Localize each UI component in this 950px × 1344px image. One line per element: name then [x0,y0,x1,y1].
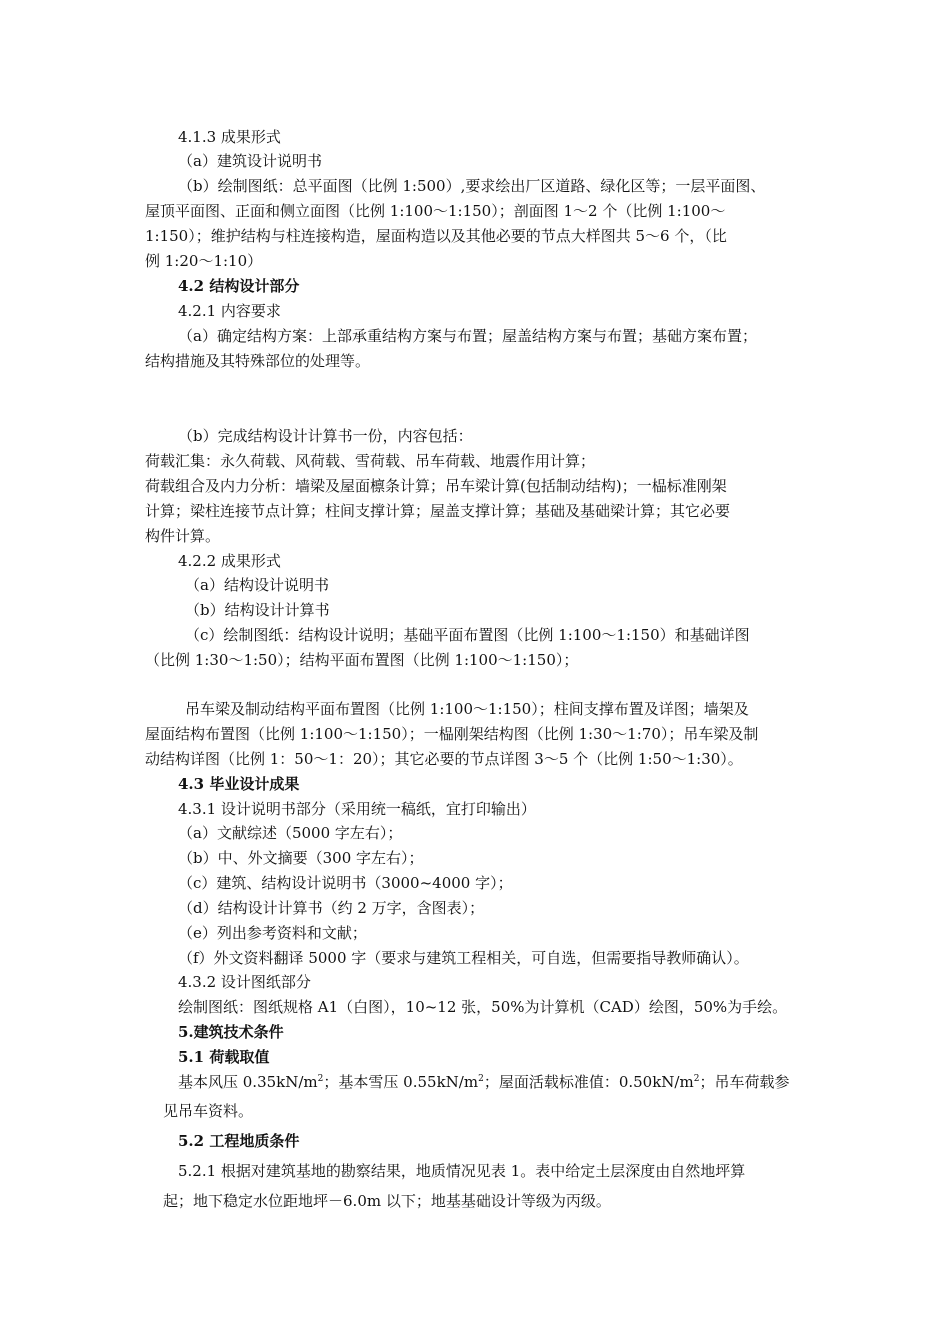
heading-4-3: 4.3 毕业设计成果 [178,775,300,793]
drawing-spec-text: 绘制图纸：图纸规格 A1（白图），10~12 张，50%为计算机（CAD）绘图，50%为手绘。 [178,998,788,1016]
heading-5-1: 5.1 荷载取值 [178,1048,270,1066]
calc-item-line-1: 荷载汇集：永久荷载、风荷载、雪荷载、吊车荷载、地震作用计算； [145,452,596,470]
deliverable-item: （a）文献综述（5000 字左右）； [178,824,403,842]
heading-4-3-1: 4.3.1 设计说明书部分（采用统一稿纸，宜打印输出） [178,800,536,818]
item-b-line-3: 1:150）；维护结构与柱连接构造，屋面构造以及其他必要的节点大样图共 5～6 个，（比 [145,227,727,245]
calc-item-line-2: 荷载组合及内力分析：墙梁及屋面檩条计算；吊车梁计算(包括制动结构)；一榀标准刚架 [145,477,727,495]
heading-5: 5.建筑技术条件 [178,1023,284,1041]
heading-4-2: 4.2 结构设计部分 [178,277,300,295]
load-values-line-2: 见吊车资料。 [163,1102,254,1120]
heading-4-2-1: 4.2.1 内容要求 [178,302,281,320]
deliverable-item: （e）列出参考资料和文献； [178,924,367,942]
item-b-line-2: 屋顶平面图、正面和侧立面图（比例 1:100～1:150）；剖面图 1～2 个（比例 1:100～ [145,202,726,220]
heading-5-2: 5.2 工程地质条件 [178,1132,300,1150]
deliverable-item: （d）结构设计计算书（约 2 万字，含图表）； [178,899,485,917]
drawings-cont-line-3: 动结构详图（比例 1：50～1：20）；其它必要的节点详图 3～5 个（比例 1:50～1:30）。 [145,750,743,768]
geology-line-2: 起；地下稳定水位距地坪－6.0m 以下；地基基础设计等级为丙级。 [163,1192,611,1210]
item-a-line-2: 结构措施及其特殊部位的处理等。 [145,352,371,370]
geology-line-1: 5.2.1 根据对建筑基地的勘察结果，地质情况见表 1。表中给定土层深度由自然地坪算 [178,1162,746,1180]
load-values-line-1: 基本风压 $0.35kN/m^2$；基本雪压 $0.55kN/m^2$；屋面活载标准值：$0.50kN/m^2$；吊车荷载参 [178,1073,790,1091]
item-a-line-1: （a）确定结构方案：上部承重结构方案与布置；屋盖结构方案与布置；基础方案布置； [178,327,757,345]
deliverable-item: （c）建筑、结构设计说明书（3000~4000 字）； [178,874,513,892]
item-b-line-1: （b）绘制图纸：总平面图（比例 1:500）,要求绘出厂区道路、绿化区等；一层平面图、 [178,177,766,195]
deliverable-item: （b）中、外文摘要（300 字左右）； [178,849,424,867]
item-a-structural-spec: （a）结构设计说明书 [185,576,329,594]
calc-item-line-4: 构件计算。 [145,527,221,545]
heading-4-3-2: 4.3.2 设计图纸部分 [178,973,311,991]
deliverable-item: （f）外文资料翻译 5000 字（要求与建筑工程相关，可自选，但需要指导教师确认）。 [178,949,749,967]
item-b-intro: （b）完成结构设计计算书一份，内容包括： [178,427,473,445]
drawings-cont-line-2: 屋面结构布置图（比例 1:100～1:150）；一榀刚架结构图（比例 1:30～1:70）；吊车梁及制 [145,725,759,743]
item-a-architectural-spec: （a）建筑设计说明书 [178,152,322,170]
item-b-line-4: 例 1:20～1:10） [145,252,263,270]
item-c-line-2: （比例 1:30～1:50）；结构平面布置图（比例 1:100～1:150）； [145,651,579,669]
calc-item-line-3: 计算；梁柱连接节点计算；柱间支撑计算；屋盖支撑计算；基础及基础梁计算；其它必要 [145,502,731,520]
heading-4-2-2: 4.2.2 成果形式 [178,552,281,570]
item-c-line-1: （c）绘制图纸：结构设计说明；基础平面布置图（比例 1:100～1:150）和基础详图 [185,626,750,644]
drawings-cont-line-1: 吊车梁及制动结构平面布置图（比例 1:100～1:150）；柱间支撑布置及详图；墙架及 [185,700,749,718]
heading-4-1-3: 4.1.3 成果形式 [178,128,281,146]
item-b-structural-calc: （b）结构设计计算书 [185,601,330,619]
